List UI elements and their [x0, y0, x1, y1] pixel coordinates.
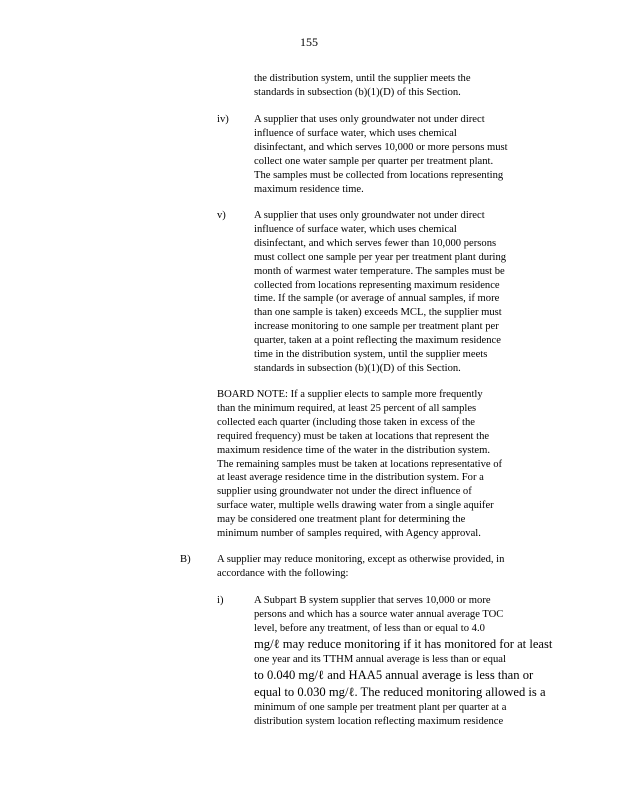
text-line: surface water, multiple wells drawing water from a single aquifer — [217, 500, 494, 512]
board-note — [217, 388, 547, 541]
item-v-paragraph — [254, 209, 554, 376]
text-line: influence of surface water, which uses chemical — [254, 223, 457, 235]
item-label-v: v) — [217, 210, 226, 221]
text-line: distribution system location reflecting maximum residence — [254, 715, 504, 727]
text-line: required frequency) must be taken at locations that represent the — [217, 430, 490, 442]
text-line: maximum residence time of the water in the distribution system. — [217, 444, 491, 456]
text-line: quarter, taken at a point reflecting the maximum residence — [254, 335, 501, 347]
text-line: The remaining samples must be taken at locations representative of — [217, 458, 503, 470]
text-line: A supplier that uses only groundwater not under direct — [254, 114, 485, 125]
continuation-text — [254, 72, 554, 100]
page-number: 155 — [300, 35, 318, 49]
text-line: maximum residence time. — [254, 183, 364, 195]
text-line: the distribution system, until the supplier meets the — [254, 73, 471, 84]
text-line: may be considered one treatment plant for determining the — [217, 514, 466, 526]
text-line: one year and its TTHM annual average is less than or equal — [254, 653, 506, 665]
text-line: month of warmest water temperature. The samples must be — [254, 265, 505, 277]
text-line: must collect one sample per year per treatment plant during — [254, 251, 507, 263]
text-line: collected from locations representing maximum residence — [254, 279, 500, 291]
text-line: equal to 0.030 mg/ℓ. The reduced monitoring allowed is a — [254, 684, 546, 699]
text-line: standards in subsection (b)(1)(D) of this Section. — [254, 86, 461, 98]
text-line: persons and which has a source water annual average TOC — [254, 608, 504, 620]
text-line: standards in subsection (b)(1)(D) of this Section. — [254, 362, 461, 374]
text-line: mg/ℓ may reduce monitoring if it has monitored for at least — [254, 636, 553, 651]
text-line: collect one water sample per quarter per treatment plant. — [254, 155, 494, 167]
text-line: at least average residence time in the distribution system. For a — [217, 472, 484, 484]
text-line: disinfectant, and which serves 10,000 or more persons must — [254, 141, 508, 153]
text-line: than one sample is taken) exceeds MCL, the supplier must — [254, 307, 502, 319]
item-label-B: B) — [180, 554, 191, 565]
text-line: to 0.040 mg/ℓ and HAA5 annual average is less than or — [254, 667, 534, 682]
text-line: A supplier may reduce monitoring, except as otherwise provided, in — [217, 554, 505, 565]
text-line: time. If the sample (or average of annual samples, if more — [254, 293, 500, 305]
item-i-paragraph — [254, 594, 554, 728]
text-line: collected each quarter (including those taken in excess of the — [217, 416, 475, 428]
text-line: BOARD NOTE: If a supplier elects to sample more frequently — [217, 389, 483, 400]
item-B-paragraph — [217, 553, 547, 581]
text-line: A Subpart B system supplier that serves 10,000 or more — [254, 595, 491, 606]
text-line: minimum number of samples required, with Agency approval. — [217, 528, 481, 540]
item-label-iv: iv) — [217, 114, 229, 125]
text-line: The samples must be collected from locations representing — [254, 169, 504, 181]
item-iv-paragraph — [254, 113, 554, 196]
text-line: A supplier that uses only groundwater not under direct — [254, 210, 485, 221]
text-line: influence of surface water, which uses chemical — [254, 127, 457, 139]
text-line: minimum of one sample per treatment plant per quarter at a — [254, 701, 507, 713]
text-line: disinfectant, and which serves fewer than 10,000 persons — [254, 237, 497, 249]
text-line: increase monitoring to one sample per treatment plant per — [254, 321, 499, 333]
text-line: accordance with the following: — [217, 567, 349, 579]
text-line: than the minimum required, at least 25 percent of all samples — [217, 402, 477, 414]
text-line: supplier using groundwater not under the direct influence of — [217, 486, 472, 498]
text-line: level, before any treatment, of less than or equal to 4.0 — [254, 622, 485, 634]
item-label-i: i) — [217, 595, 224, 606]
text-line: time in the distribution system, until the supplier meets — [254, 349, 488, 361]
